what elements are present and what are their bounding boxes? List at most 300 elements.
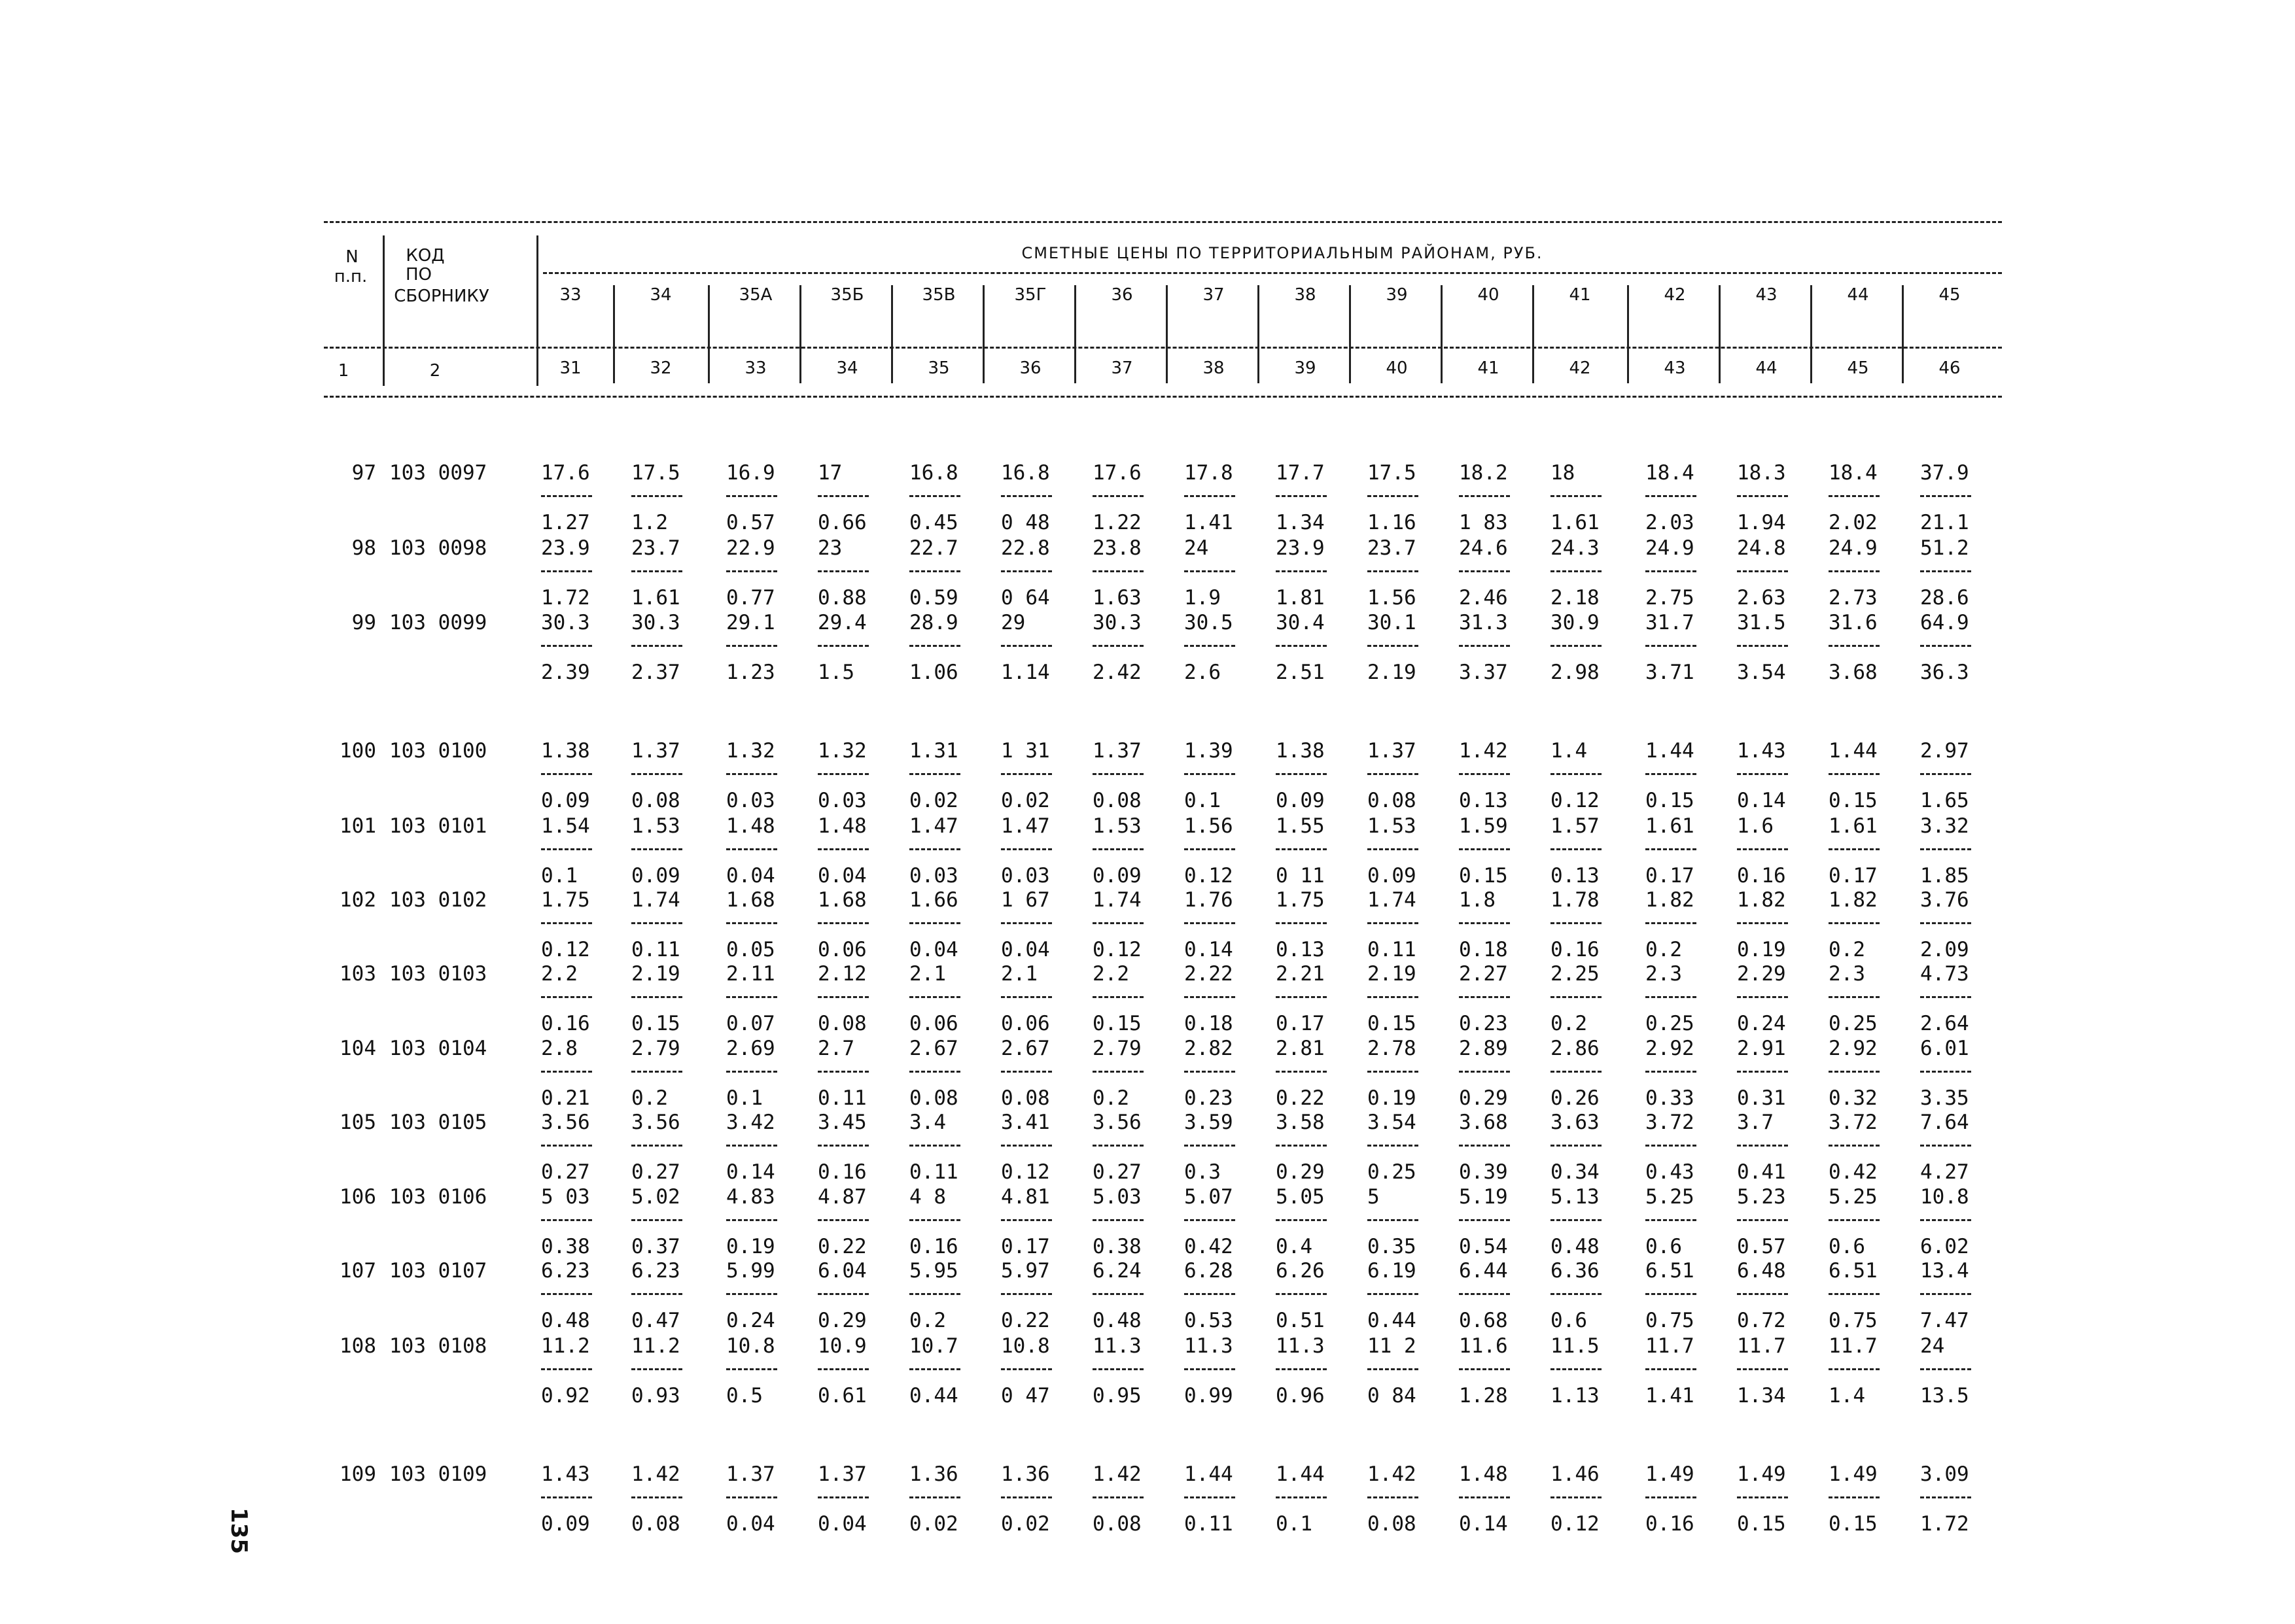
price-value: 3.56	[1093, 1111, 1142, 1134]
price-cell	[726, 739, 805, 815]
fraction-rule	[1001, 1145, 1052, 1147]
price-value: 1.6	[1737, 814, 1774, 838]
price-cell	[909, 888, 988, 964]
price-value: 2.1	[909, 962, 946, 986]
price-secondary-value: 1.2	[631, 511, 668, 534]
fraction-rule	[1829, 848, 1880, 850]
fraction-rule	[1737, 645, 1788, 647]
price-secondary-value: 36.3	[1920, 661, 1969, 684]
price-secondary-value: 0.05	[726, 938, 775, 961]
price-secondary-value: 0.06	[1001, 1012, 1050, 1035]
header-col-index-2: 2	[429, 361, 441, 381]
price-value: 1.8	[1459, 888, 1496, 912]
price-cell	[631, 814, 710, 890]
price-value: 11.3	[1276, 1334, 1325, 1358]
price-cell	[1645, 888, 1724, 964]
price-cell	[1737, 1334, 1815, 1410]
price-cell	[631, 1185, 710, 1261]
price-value: 5.97	[1001, 1259, 1050, 1283]
fraction-rule	[541, 1071, 592, 1073]
row-number: 102	[340, 888, 376, 912]
fraction-rule	[909, 645, 960, 647]
price-secondary-value: 0.15	[1829, 789, 1878, 812]
price-cell	[1093, 1334, 1171, 1410]
price-cell	[1276, 1111, 1354, 1186]
price-value: 6.24	[1093, 1259, 1142, 1283]
fraction-rule	[1184, 996, 1235, 998]
price-secondary-value: 21.1	[1920, 511, 1969, 534]
price-value: 6.44	[1459, 1259, 1508, 1283]
price-value: 3.7	[1737, 1111, 1774, 1134]
price-secondary-value: 0.09	[1367, 864, 1416, 888]
price-cell	[1459, 536, 1537, 612]
district-divider	[708, 285, 710, 383]
price-value: 2.7	[818, 1037, 854, 1060]
fraction-rule	[1920, 773, 1971, 775]
price-value: 11.6	[1459, 1334, 1508, 1358]
price-secondary-value: 0.03	[1001, 864, 1050, 888]
price-cell	[726, 1037, 805, 1113]
price-cell	[726, 962, 805, 1038]
price-secondary-value: 0.3	[1184, 1160, 1221, 1184]
fraction-rule	[726, 1145, 777, 1147]
price-value: 5.19	[1459, 1185, 1508, 1209]
price-cell	[1645, 1462, 1724, 1538]
district-divider	[1627, 285, 1629, 383]
price-value: 1.53	[1367, 814, 1416, 838]
fraction-rule	[1276, 996, 1327, 998]
district-divider	[1349, 285, 1351, 383]
price-secondary-value: 1.41	[1645, 1384, 1694, 1408]
price-secondary-value: 0.54	[1459, 1235, 1508, 1258]
price-value: 11.3	[1184, 1334, 1233, 1358]
price-cell	[1920, 1037, 1999, 1113]
fraction-rule	[1367, 495, 1418, 497]
price-secondary-value: 6.02	[1920, 1235, 1969, 1258]
price-cell	[1645, 536, 1724, 612]
price-secondary-value: 0.57	[1737, 1235, 1786, 1258]
price-secondary-value: 1.81	[1276, 586, 1325, 610]
fraction-rule	[1001, 922, 1052, 924]
column-number: 34	[836, 358, 858, 378]
price-cell	[1829, 1111, 1907, 1186]
price-value: 5.95	[909, 1259, 958, 1283]
fraction-rule	[726, 1219, 777, 1221]
price-cell	[1737, 461, 1815, 537]
price-value: 2.92	[1829, 1037, 1878, 1060]
price-cell	[1459, 461, 1537, 537]
price-value: 5.02	[631, 1185, 680, 1209]
price-value: 17.7	[1276, 461, 1325, 485]
price-value: 7.64	[1920, 1111, 1969, 1134]
fraction-rule	[1920, 1071, 1971, 1073]
price-secondary-value: 0.08	[1093, 789, 1142, 812]
price-cell	[1184, 1462, 1263, 1538]
price-cell	[1184, 888, 1263, 964]
price-cell	[1093, 739, 1171, 815]
column-number: 46	[1938, 358, 1961, 378]
price-cell	[726, 611, 805, 687]
price-secondary-value: 0.88	[818, 586, 867, 610]
fraction-rule	[1645, 1293, 1696, 1295]
price-cell	[1184, 461, 1263, 537]
price-value: 18	[1550, 461, 1575, 485]
price-secondary-value: 0.27	[541, 1160, 590, 1184]
price-secondary-value: 0 47	[1001, 1384, 1050, 1408]
price-value: 1.61	[1645, 814, 1694, 838]
fraction-rule	[1920, 1496, 1971, 1498]
price-secondary-value: 0.16	[541, 1012, 590, 1035]
price-cell	[1550, 1259, 1629, 1335]
price-secondary-value: 0.12	[541, 938, 590, 961]
fraction-rule	[818, 1219, 869, 1221]
price-secondary-value: 0.45	[909, 511, 958, 534]
price-value: 4.73	[1920, 962, 1969, 986]
price-secondary-value: 0.75	[1829, 1309, 1878, 1332]
price-cell	[541, 461, 620, 537]
price-cell	[726, 461, 805, 537]
price-cell	[1550, 739, 1629, 815]
fraction-rule	[1367, 996, 1418, 998]
price-cell	[1276, 1259, 1354, 1335]
price-value: 11.2	[541, 1334, 590, 1358]
price-value: 1.66	[909, 888, 958, 912]
fraction-rule	[726, 1293, 777, 1295]
price-secondary-value: 0.77	[726, 586, 775, 610]
price-value: 1.54	[541, 814, 590, 838]
price-secondary-value: 0.95	[1093, 1384, 1142, 1408]
price-value: 2.79	[1093, 1037, 1142, 1060]
price-secondary-value: 1.65	[1920, 789, 1969, 812]
fraction-rule	[909, 922, 960, 924]
district-divider	[1532, 285, 1534, 383]
price-cell	[1737, 1037, 1815, 1113]
price-cell	[1459, 1462, 1537, 1538]
price-cell	[1550, 461, 1629, 537]
fraction-rule	[1367, 1293, 1418, 1295]
price-value: 2.19	[1367, 962, 1416, 986]
fraction-rule	[1276, 848, 1327, 850]
fraction-rule	[1459, 1496, 1510, 1498]
fraction-rule	[1920, 645, 1971, 647]
fraction-rule	[1829, 1145, 1880, 1147]
fraction-rule	[1276, 1145, 1327, 1147]
fraction-rule	[1645, 1219, 1696, 1221]
price-secondary-value: 0.18	[1459, 938, 1508, 961]
fraction-rule	[541, 1368, 592, 1370]
price-cell	[1459, 1111, 1537, 1186]
price-secondary-value: 0.1	[1276, 1512, 1312, 1536]
price-secondary-value: 0.2	[1645, 938, 1682, 961]
price-value: 3.76	[1920, 888, 1969, 912]
price-secondary-value: 0.12	[1001, 1160, 1050, 1184]
price-value: 6.28	[1184, 1259, 1233, 1283]
price-secondary-value: 1.5	[818, 661, 854, 684]
price-secondary-value: 0.04	[818, 1512, 867, 1536]
fraction-rule	[1645, 848, 1696, 850]
fraction-rule	[1093, 848, 1144, 850]
price-cell	[818, 1334, 896, 1410]
fraction-rule	[1001, 495, 1052, 497]
fraction-rule	[1367, 922, 1418, 924]
price-cell	[541, 1462, 620, 1538]
price-cell	[1459, 739, 1537, 815]
price-cell	[1920, 1111, 1999, 1186]
price-cell	[1550, 1037, 1629, 1113]
price-secondary-value: 2.46	[1459, 586, 1508, 610]
price-cell	[1367, 739, 1446, 815]
price-secondary-value: 1.61	[1550, 511, 1600, 534]
price-secondary-value: 1.28	[1459, 1384, 1508, 1408]
fraction-rule	[1920, 1368, 1971, 1370]
price-secondary-value: 0.13	[1550, 864, 1600, 888]
price-cell	[541, 536, 620, 612]
price-secondary-value: 0.57	[726, 511, 775, 534]
price-secondary-value: 0.04	[1001, 938, 1050, 961]
price-cell	[1920, 611, 1999, 687]
price-secondary-value: 0.16	[818, 1160, 867, 1184]
price-value: 1.49	[1737, 1462, 1786, 1486]
price-cell	[541, 962, 620, 1038]
price-value: 11.7	[1737, 1334, 1786, 1358]
fraction-rule	[1459, 645, 1510, 647]
fraction-rule	[631, 1071, 682, 1073]
price-secondary-value: 0.2	[1093, 1086, 1129, 1110]
price-secondary-value: 0.44	[1367, 1309, 1416, 1332]
price-value: 5.23	[1737, 1185, 1786, 1209]
price-secondary-value: 0.11	[631, 938, 680, 961]
price-secondary-value: 0.93	[631, 1384, 680, 1408]
price-cell	[726, 1185, 805, 1261]
column-number: 39	[1294, 358, 1316, 378]
price-value: 6.04	[818, 1259, 867, 1283]
fraction-rule	[909, 570, 960, 572]
fraction-rule	[1184, 1145, 1235, 1147]
fraction-rule	[1184, 1293, 1235, 1295]
price-secondary-value: 0.38	[1093, 1235, 1142, 1258]
fraction-rule	[1367, 773, 1418, 775]
price-secondary-value: 1.56	[1367, 586, 1416, 610]
price-value: 1.42	[1459, 739, 1508, 763]
price-cell	[1920, 814, 1999, 890]
price-value: 31.7	[1645, 611, 1694, 634]
price-value: 3.54	[1367, 1111, 1416, 1134]
price-secondary-value: 0 48	[1001, 511, 1050, 534]
price-secondary-value: 7.47	[1920, 1309, 1969, 1332]
price-secondary-value: 0.39	[1459, 1160, 1508, 1184]
price-cell	[1276, 611, 1354, 687]
price-cell	[726, 1334, 805, 1410]
price-secondary-value: 0.35	[1367, 1235, 1416, 1258]
price-secondary-value: 0.15	[1737, 1512, 1786, 1536]
price-value: 1.49	[1829, 1462, 1878, 1486]
price-value: 23	[818, 536, 843, 560]
row-number: 99	[351, 611, 376, 634]
fraction-rule	[1920, 1293, 1971, 1295]
fraction-rule	[1184, 495, 1235, 497]
price-cell	[1093, 1462, 1171, 1538]
fraction-rule	[1829, 996, 1880, 998]
price-secondary-value: 2.39	[541, 661, 590, 684]
price-value: 24.8	[1737, 536, 1786, 560]
price-secondary-value: 0.23	[1459, 1012, 1508, 1035]
price-cell	[1001, 888, 1079, 964]
price-cell	[818, 1037, 896, 1113]
price-secondary-value: 0.08	[631, 1512, 680, 1536]
price-value: 30.3	[541, 611, 590, 634]
fraction-rule	[1001, 1219, 1052, 1221]
fraction-rule	[1001, 1368, 1052, 1370]
fraction-rule	[1920, 1145, 1971, 1147]
price-cell	[1367, 461, 1446, 537]
header-mid-rule	[543, 272, 2002, 274]
fraction-rule	[631, 570, 682, 572]
price-secondary-value: 0.41	[1737, 1160, 1786, 1184]
price-cell	[1920, 962, 1999, 1038]
price-value: 1.82	[1645, 888, 1694, 912]
price-secondary-value: 2.98	[1550, 661, 1600, 684]
price-value: 24	[1920, 1334, 1945, 1358]
price-value: 1.76	[1184, 888, 1233, 912]
price-secondary-value: 0.16	[1645, 1512, 1694, 1536]
price-cell	[1829, 536, 1907, 612]
price-cell	[1737, 962, 1815, 1038]
price-cell	[1459, 611, 1537, 687]
price-secondary-value: 3.35	[1920, 1086, 1969, 1110]
header-bottom-rule	[324, 396, 2002, 398]
fraction-rule	[1829, 570, 1880, 572]
price-cell	[1093, 888, 1171, 964]
price-secondary-value: 0.75	[1645, 1309, 1694, 1332]
price-secondary-value: 0.6	[1829, 1235, 1865, 1258]
price-value: 16.8	[909, 461, 958, 485]
price-cell	[541, 739, 620, 815]
price-cell	[1459, 1259, 1537, 1335]
price-cell	[541, 1259, 620, 1335]
price-secondary-value: 2.75	[1645, 586, 1694, 610]
price-value: 5.05	[1276, 1185, 1325, 1209]
fraction-rule	[1550, 645, 1602, 647]
price-cell	[1367, 888, 1446, 964]
price-value: 1.48	[1459, 1462, 1508, 1486]
column-number: 35	[928, 358, 950, 378]
price-cell	[1367, 1334, 1446, 1410]
price-value: 1.48	[818, 814, 867, 838]
price-value: 1.37	[1093, 739, 1142, 763]
fraction-rule	[1737, 848, 1788, 850]
price-value: 2.8	[541, 1037, 578, 1060]
fraction-rule	[1920, 570, 1971, 572]
price-value: 2.21	[1276, 962, 1325, 986]
price-value: 2.78	[1367, 1037, 1416, 1060]
price-value: 51.2	[1920, 536, 1969, 560]
price-cell	[631, 888, 710, 964]
price-value: 1.57	[1550, 814, 1600, 838]
price-cell	[1001, 1462, 1079, 1538]
fraction-rule	[1459, 848, 1510, 850]
price-secondary-value: 2.73	[1829, 586, 1878, 610]
price-secondary-value: 0 84	[1367, 1384, 1416, 1408]
price-secondary-value: 0.09	[541, 789, 590, 812]
price-secondary-value: 0.02	[1001, 1512, 1050, 1536]
price-value: 30.1	[1367, 611, 1416, 634]
fraction-rule	[1829, 1071, 1880, 1073]
fraction-rule	[1367, 848, 1418, 850]
price-secondary-value: 0.5	[726, 1384, 763, 1408]
header-collection-label: СБОРНИКУ	[394, 286, 489, 306]
fraction-rule	[909, 1071, 960, 1073]
district-divider	[1441, 285, 1443, 383]
header-top-rule	[324, 221, 2002, 223]
price-value: 23.8	[1093, 536, 1142, 560]
price-cell	[1184, 1185, 1263, 1261]
price-value: 2.3	[1829, 962, 1865, 986]
price-value: 29.4	[818, 611, 867, 634]
fraction-rule	[909, 1496, 960, 1498]
fraction-rule	[1829, 922, 1880, 924]
price-secondary-value: 0.04	[818, 864, 867, 888]
fraction-rule	[1459, 922, 1510, 924]
district-divider	[1257, 285, 1259, 383]
price-secondary-value: 0.04	[726, 1512, 775, 1536]
price-cell	[1367, 611, 1446, 687]
price-secondary-value: 1.23	[726, 661, 775, 684]
price-value: 18.4	[1645, 461, 1694, 485]
district-divider	[613, 285, 615, 383]
fraction-rule	[1737, 1496, 1788, 1498]
price-cell	[1276, 739, 1354, 815]
fraction-rule	[1550, 1368, 1602, 1370]
fraction-rule	[1737, 495, 1788, 497]
price-cell	[1001, 461, 1079, 537]
price-value: 1.59	[1459, 814, 1508, 838]
price-value: 3.56	[541, 1111, 590, 1134]
price-value: 2.22	[1184, 962, 1233, 986]
price-value: 1.32	[726, 739, 775, 763]
fraction-rule	[1093, 1293, 1144, 1295]
price-cell	[1001, 536, 1079, 612]
price-cell	[1001, 962, 1079, 1038]
price-secondary-value: 0.34	[1550, 1160, 1600, 1184]
price-secondary-value: 0.24	[726, 1309, 775, 1332]
district-divider	[891, 285, 893, 383]
fraction-rule	[726, 773, 777, 775]
price-value: 31.5	[1737, 611, 1786, 634]
price-cell	[1550, 814, 1629, 890]
price-cell	[1920, 1462, 1999, 1538]
row-code: 103 0106	[389, 1185, 487, 1209]
price-value: 17	[818, 461, 843, 485]
price-secondary-value: 0.11	[818, 1086, 867, 1110]
price-cell	[1276, 1334, 1354, 1410]
district-header: 43	[1755, 285, 1778, 305]
fraction-rule	[1645, 996, 1696, 998]
price-secondary-value: 1.34	[1276, 511, 1325, 534]
price-value: 1.47	[1001, 814, 1050, 838]
price-cell	[726, 1111, 805, 1186]
price-cell	[1459, 814, 1537, 890]
price-value: 2.11	[726, 962, 775, 986]
price-cell	[1001, 611, 1079, 687]
fraction-rule	[909, 1219, 960, 1221]
price-value: 24	[1184, 536, 1209, 560]
price-value: 2.1	[1001, 962, 1038, 986]
price-secondary-value: 0.15	[1367, 1012, 1416, 1035]
price-cell	[1645, 1259, 1724, 1335]
price-cell	[1001, 1037, 1079, 1113]
price-cell	[909, 1111, 988, 1186]
price-secondary-value: 1.27	[541, 511, 590, 534]
